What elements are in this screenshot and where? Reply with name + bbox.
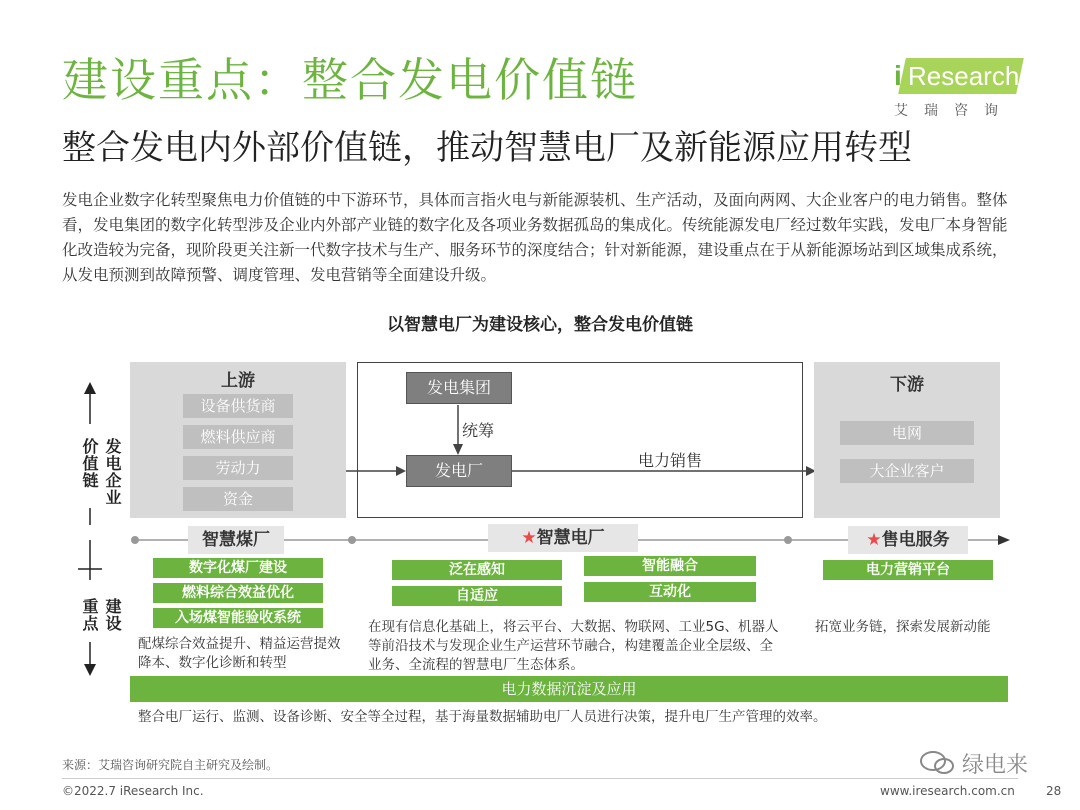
upstream-item: 燃料供应商 [183, 425, 293, 449]
star-icon: ★ [866, 530, 882, 550]
logo-brand: Research [908, 61, 1020, 91]
focus-label-plant: ★智慧电厂 [488, 524, 638, 552]
source-note: 来源：艾瑞咨询研究院自主研究及绘制。 [62, 758, 279, 772]
focus-desc-plant: 在现有信息化基础上，将云平台、大数据、物联网、工业5G、机器人等前沿技术与发现企业生产运营环节融合，构建覆盖企业全层级、全业务、全流程的智慧电厂生态体系。 [368, 619, 779, 673]
power-plant-box: 发电厂 [406, 455, 512, 487]
side-label-focus: 建设重点 [80, 598, 122, 632]
sales-label: 电力销售 [638, 451, 703, 470]
downstream-item: 大企业客户 [840, 459, 974, 483]
focus-bar: 入场煤智能验收系统 [153, 608, 323, 628]
copyright: ©2022.7 iResearch Inc. [62, 784, 204, 798]
focus-bar: 数字化煤厂建设 [153, 558, 323, 578]
data-application-desc: 整合电厂运行、监测、设备诊断、安全等全过程，基于海量数据辅助电厂人员进行决策，提升电厂生产管理的效率。 [138, 709, 827, 725]
power-group-box: 发电集团 [406, 372, 512, 404]
upstream-item: 设备供货商 [183, 394, 293, 418]
logo-chinese: 艾瑞咨询 [894, 103, 1014, 119]
focus-desc-sales: 拓宽业务链，探索发展新动能 [815, 619, 991, 635]
focus-label-coal: 智慧煤厂 [188, 526, 284, 554]
intro-paragraph: 发电企业数字化转型聚焦电力价值链的中下游环节，具体而言指火电与新能源装机、生产活动，及面向两网、大企业客户的电力销售。整体看，发电集团的数字化转型涉及企业内外部产业链的数字化及各项业务数据孤岛的集成化。传统能源发电厂经过数年实践，发电厂本身智能化改造较为完备，现阶段更关注新一代数字技术与生产、服务环节的深度结合；针对新能源，建设重点在于从新能源场站到区域集成系统，从发电预测到故障预警、调度管理、发电营销等全面建设升级。 [62, 191, 1008, 284]
wechat-icon [918, 748, 958, 776]
focus-bar: 泛在感知 [392, 560, 562, 580]
focus-label-sales: ★售电服务 [848, 526, 968, 554]
upstream-item: 劳动力 [183, 456, 293, 480]
watermark [918, 748, 1058, 778]
focus-bar: 智能融合 [584, 556, 756, 576]
watermark-text: 绿电来 [962, 753, 1029, 778]
focus-bar: 电力营销平台 [823, 560, 993, 580]
website: www.iresearch.com.cn [880, 784, 1015, 798]
star-icon: ★ [521, 528, 537, 548]
focus-bar: 自适应 [392, 586, 562, 606]
footer-divider [62, 778, 1018, 779]
downstream-title: 下游 [890, 375, 924, 395]
page-title: 建设重点：整合发电价值链 [62, 53, 638, 107]
page-subtitle: 整合发电内外部价值链，推动智慧电厂及新能源应用转型 [62, 128, 912, 168]
diagram-title: 以智慧电厂为建设核心，整合发电价值链 [387, 315, 693, 335]
focus-desc-coal: 配煤综合效益提升、精益运营提效降本、数字化诊断和转型 [138, 636, 341, 671]
side-label-value-chain: 发电企业价值链 [80, 438, 122, 506]
focus-bar: 互动化 [584, 582, 756, 602]
data-application-bar: 电力数据沉淀及应用 [130, 676, 1008, 702]
focus-bar: 燃料综合效益优化 [153, 583, 323, 603]
upstream-item: 资金 [183, 487, 293, 511]
upstream-title: 上游 [221, 371, 255, 391]
coordinate-label: 统筹 [462, 421, 495, 440]
downstream-item: 电网 [840, 421, 974, 445]
page-number: 28 [1046, 784, 1062, 798]
logo-prefix: i [894, 60, 902, 91]
